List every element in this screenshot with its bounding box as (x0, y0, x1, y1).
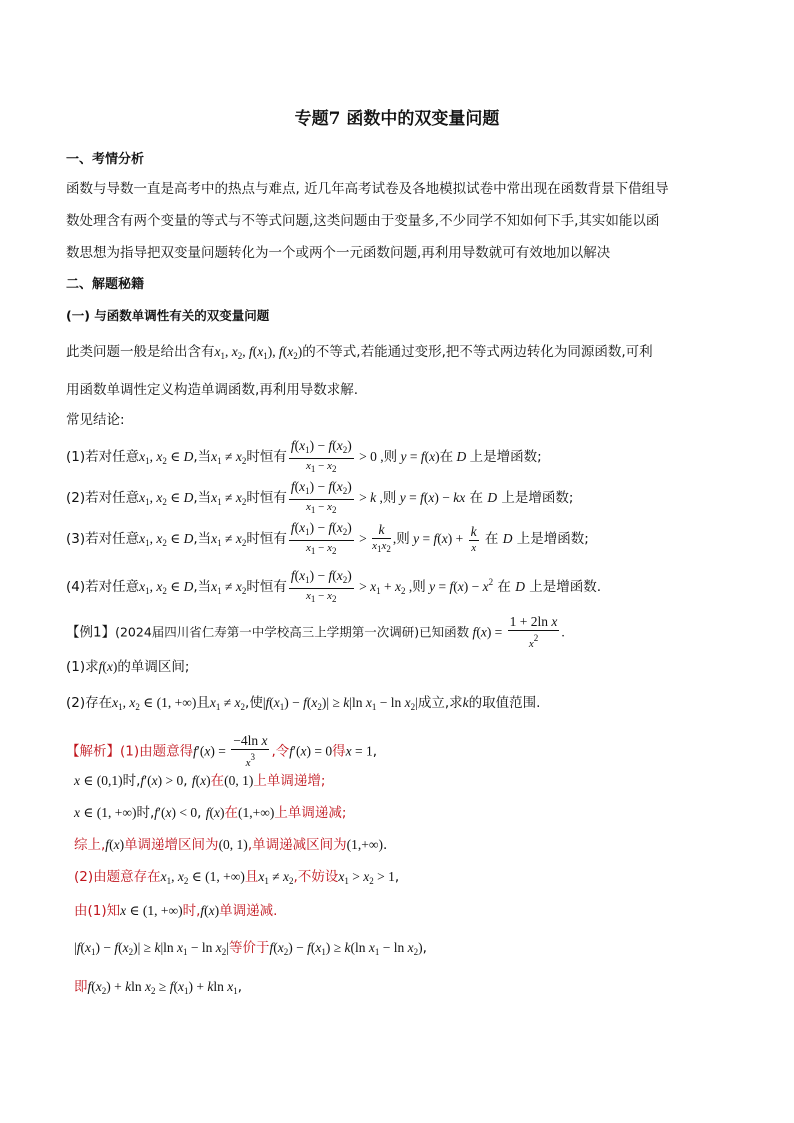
text: (1)求 (66, 659, 99, 675)
conclusion-2: (2)若对任意$x_1$, $x_2$ ∈ D,当$x_1 \ne x_2$时恒有 $\frac{f(x_1) - f(x_2)}{x_1 - x_2}$ > k ,则 y = f(x) − kx 在 D 上是增函数; (66, 479, 574, 515)
text: (2)由题意存在 (74, 869, 161, 885)
intro-text: 的不等式,若能通过变形,把不等式两边转化为同源函数,可利 (302, 344, 653, 360)
solution-line-3: x ∈ (1, +∞)时,f′(x) < 0, f(x)在(1,+∞)上单调递减; (74, 805, 347, 821)
section-heading: 二、解题秘籍 (66, 277, 145, 292)
text: 综上, (74, 837, 106, 853)
text: 上是增函数; (469, 449, 542, 465)
paragraph-line: 函数与导数一直是高考中的热点与难点, 近几年高考试卷及各地模拟试卷中常出现在函数背景下借组导 (66, 181, 669, 197)
example-header: 【例1】(2024届四川省仁寿第一中学校高三上学期第一次调研)已知函数 f(x) = $\frac{\text{1 + 2ln x}}{x^2}$ . (66, 614, 565, 650)
formula: $x_1$, $x_2$ ∈ D (139, 579, 194, 596)
formula: > k ,则 y = f(x) − kx (355, 490, 466, 505)
formula: $x_1 \ne x_2$ (211, 579, 247, 596)
example-label: 【例1】 (66, 624, 116, 641)
text: 得 (332, 743, 346, 760)
section-heading: 一、考情分析 (66, 152, 145, 167)
solution-label: 【解析】 (66, 743, 120, 760)
fraction: $\frac{k}{x}$ (470, 523, 477, 554)
formula: $x_1 \ne x_2$ (211, 490, 247, 507)
formula: $x_1 \ne x_2$ (211, 531, 247, 548)
text: ,单调递减区间为 (247, 837, 347, 853)
text: 单调递减. (219, 903, 278, 919)
text: 在 (224, 805, 238, 821)
paragraph-line: 数处理含有两个变量的等式与不等式问题,这类问题由于变量多,不少同学不知如何下手,其实如能以函 (66, 213, 660, 229)
text: 时, (136, 805, 155, 821)
question-1: (1)求f(x)的单调区间; (66, 659, 190, 675)
text: 等价于 (229, 940, 270, 956)
text: 即 (74, 979, 88, 995)
fraction: $\frac{\text{1 + 2ln x}}{x^2}$ (509, 614, 558, 650)
fraction: $\frac{k}{x_1x_2}$ (372, 522, 391, 554)
text: ,使 (245, 695, 263, 711)
intro-line (66, 340, 653, 361)
text: 在 (439, 449, 454, 465)
fraction: $\frac{f(x_1) - f(x_2)}{x_1 - x_2}$ (290, 438, 352, 474)
text: 成立,求 (417, 695, 463, 711)
solution-line-6: 由(1)知x ∈ (1, +∞)时,f(x)单调递减. (74, 903, 278, 919)
fraction: $\frac{f(x_1) - f(x_2)}{x_1 - x_2}$ (290, 479, 352, 515)
text: (1)由题意得 (120, 743, 194, 760)
question-2: (2)存在$x_1$, $x_2$ ∈ (1, +∞)且$x_1 \ne x_2$,使$|f(x_1) - f(x_2)| \ge k|\ln$ $x_1 - \ln x_2|$成立,求k的取值范围. (66, 695, 541, 712)
text: ,不妨设 (293, 869, 339, 885)
solution-line-4: 综上,f(x)单调递增区间为(0, 1),单调递减区间为(1,+∞). (74, 837, 388, 853)
text: 单调递增区间为 (124, 837, 219, 853)
intro-text: 此类问题一般是给出含有 (66, 344, 215, 360)
text: 时, (182, 903, 201, 919)
text: 的取值范围. (468, 695, 541, 711)
text: ,当 (193, 449, 212, 465)
text: 时恒有 (246, 449, 287, 465)
text: 上是增函数. (529, 579, 602, 595)
solution-line-7: $|f(x_1) - f(x_2)| \ge k|\ln$ $x_1 - \ln x_2|$等价于$f(x_2) - f(x_1) \ge k(\ln$ $x_1 - \ln x_2$), (74, 940, 427, 957)
formula: $x_1$, $x_2$ ∈ D (139, 531, 194, 548)
formula: > 0 ,则 y = f(x) (355, 449, 440, 464)
text: 在 (210, 773, 225, 789)
subsection-heading: (一) 与函数单调性有关的双变量问题 (66, 308, 270, 323)
formula: $x_1$, $x_2$, $f(x_1)$, $f(x_2)$ (214, 344, 303, 361)
example-source: (2024届四川省仁寿第一中学校高三上学期第一次调研)已知函数 (115, 624, 470, 640)
text: (2)存在 (66, 695, 113, 711)
text: 且 (244, 869, 259, 885)
text: 且 (196, 695, 210, 711)
page-title: 专题7 函数中的双变量问题 (294, 109, 500, 129)
text: 的单调区间; (117, 659, 190, 675)
solution-line-1: 【解析】(1)由题意得f′(x) = $\frac{\text{−4ln x}}{x^3}$ ,令f′(x) = 0得x = 1, (66, 733, 377, 769)
common-conclusions-label: 常见结论: (66, 412, 125, 428)
fraction: $\frac{f(x_1) - f(x_2)}{x_1 - x_2}$ (290, 520, 352, 556)
solution-line-2: x ∈ (0,1)时,f′(x) > 0, f(x)在(0, 1)上单调递增; (74, 773, 326, 789)
solution-line-5: (2)由题意存在$x_1$, $x_2$ ∈ (1, +∞)且$x_1 \ne x_2$,不妨设$x_1 > x_2 > 1$, (74, 869, 400, 886)
text: 上单调递增; (253, 773, 326, 789)
paragraph-line: 数思想为指导把双变量问题转化为一个或两个一元函数问题,再利用导数就可有效地加以解决 (66, 245, 611, 261)
text: 上单调递减; (274, 805, 347, 821)
text: (1)若对任意 (66, 449, 140, 465)
fraction: $\frac{f(x_1) - f(x_2)}{x_1 - x_2}$ (290, 568, 352, 604)
fraction: $\frac{\text{−4ln x}}{x^3}$ (233, 733, 268, 769)
intro-line: 用函数单调性定义构造单调函数,再利用导数求解. (66, 382, 359, 398)
text: 由(1)知 (74, 903, 121, 919)
formula: $x_1$, $x_2$ ∈ D (139, 449, 194, 466)
text: 时, (122, 773, 141, 789)
conclusion-3: (3)若对任意$x_1$, $x_2$ ∈ D,当$x_1 \ne x_2$时恒有 $\frac{f(x_1) - f(x_2)}{x_1 - x_2}$ > $\frac{k}{x_1x_2}$ ,则 y = f(x) + $\frac{k}{x}$ 在 D 上是增函数; (66, 520, 589, 556)
conclusion-4: (4)若对任意$x_1$, $x_2$ ∈ D,当$x_1 \ne x_2$时恒有 $\frac{f(x_1) - f(x_2)}{x_1 - x_2}$ > $x_1 + x_2$ ,则 $y = f(x) - x^2$ 在 D 上是增函数. (66, 568, 602, 604)
formula: $x_1$, $x_2$ ∈ D (139, 490, 194, 507)
formula: D (456, 449, 467, 464)
solution-line-8: 即$f(x_2) + kln$ $x_2 \ge f(x_1) + kln$ $x_1$, (74, 979, 242, 996)
text: ,令 (271, 743, 290, 760)
conclusion-1 (66, 438, 542, 476)
formula: $x_1 \ne x_2$ (211, 449, 247, 466)
